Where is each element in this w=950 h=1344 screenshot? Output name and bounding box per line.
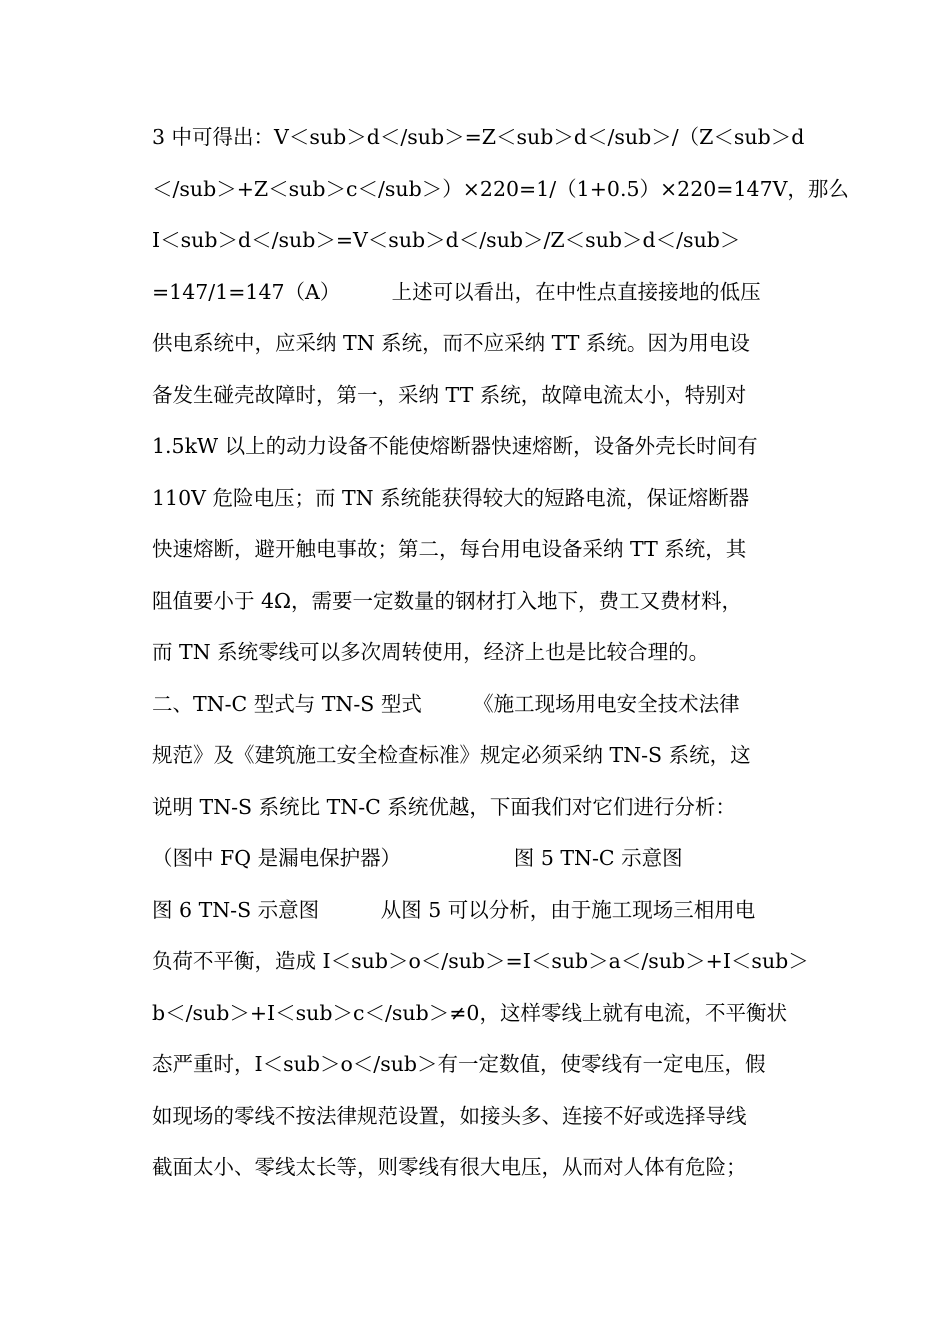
text-line-8: 110V 危险电压；而 TN 系统能获得较大的短路电流，保证熔断器 — [152, 485, 750, 510]
text-line-17: 负荷不平衡，造成 I＜sub＞o＜/sub＞=I＜sub＞a＜/sub＞+I＜sub＞ — [152, 949, 809, 973]
text-line-12: 二、TN-C 型式与 TN-S 型式 《施工现场用电安全技术法律 — [152, 691, 740, 716]
text-line-6: 备发生碰壳故障时，第一，采纳 TT 系统，故障电流太小，特别对 — [152, 382, 747, 407]
text-line-4: =147/1=147（A） 上述可以看出，在中性点直接接地的低压 — [152, 279, 761, 304]
text-line-19: 态严重时，I＜sub＞o＜/sub＞有一定数值，使零线有一定电压，假 — [152, 1052, 766, 1076]
text-line-21: 截面太小、零线太长等，则零线有很大电压，从而对人体有危险； — [152, 1155, 747, 1179]
text-line-3: I＜sub＞d＜/sub＞=V＜sub＞d＜/sub＞/Z＜sub＞d＜/sub＞ — [152, 228, 741, 252]
text-line-1: 3 中可得出：V＜sub＞d＜/sub＞=Z＜sub＞d＜/sub＞/（Z＜sub＞d — [152, 125, 805, 149]
text-line-9: 快速熔断，避开触电事故；第二，每台用电设备采纳 TT 系统，其 — [152, 537, 747, 561]
text-line-15: （图中 FQ 是漏电保护器） 图 5 TN-C 示意图 — [152, 846, 683, 870]
text-line-11: 而 TN 系统零线可以多次周转使用，经济上也是比较合理的。 — [152, 640, 710, 664]
text-line-16: 图 6 TN-S 示意图 从图 5 可以分析，由于施工现场三相用电 — [152, 897, 756, 922]
text-line-13: 规范》及《建筑施工安全检查标准》规定必须采纳 TN-S 系统，这 — [152, 743, 751, 767]
text-line-18: b＜/sub＞+I＜sub＞c＜/sub＞≠0，这样零线上就有电流，不平衡状 — [152, 1000, 787, 1025]
text-line-7: 1.5kW 以上的动力设备不能使熔断器快速熔断，设备外壳长时间有 — [152, 434, 758, 458]
text-line-2: ＜/sub＞+Z＜sub＞c＜/sub＞）×220=1/（1+0.5）×220=147V，那么 — [152, 176, 849, 201]
body-text — [152, 112, 849, 1194]
text-line-20: 如现场的零线不按法律规范设置，如接头多、连接不好或选择导线 — [152, 1103, 747, 1128]
text-line-5: 供电系统中，应采纳 TN 系统，而不应采纳 TT 系统。因为用电设 — [152, 331, 750, 355]
text-line-14: 说明 TN-S 系统比 TN-C 系统优越，下面我们对它们进行分析： — [152, 794, 736, 819]
text-line-10: 阻值要小于 4Ω，需要一定数量的钢材打入地下，费工又费材料， — [152, 588, 743, 613]
